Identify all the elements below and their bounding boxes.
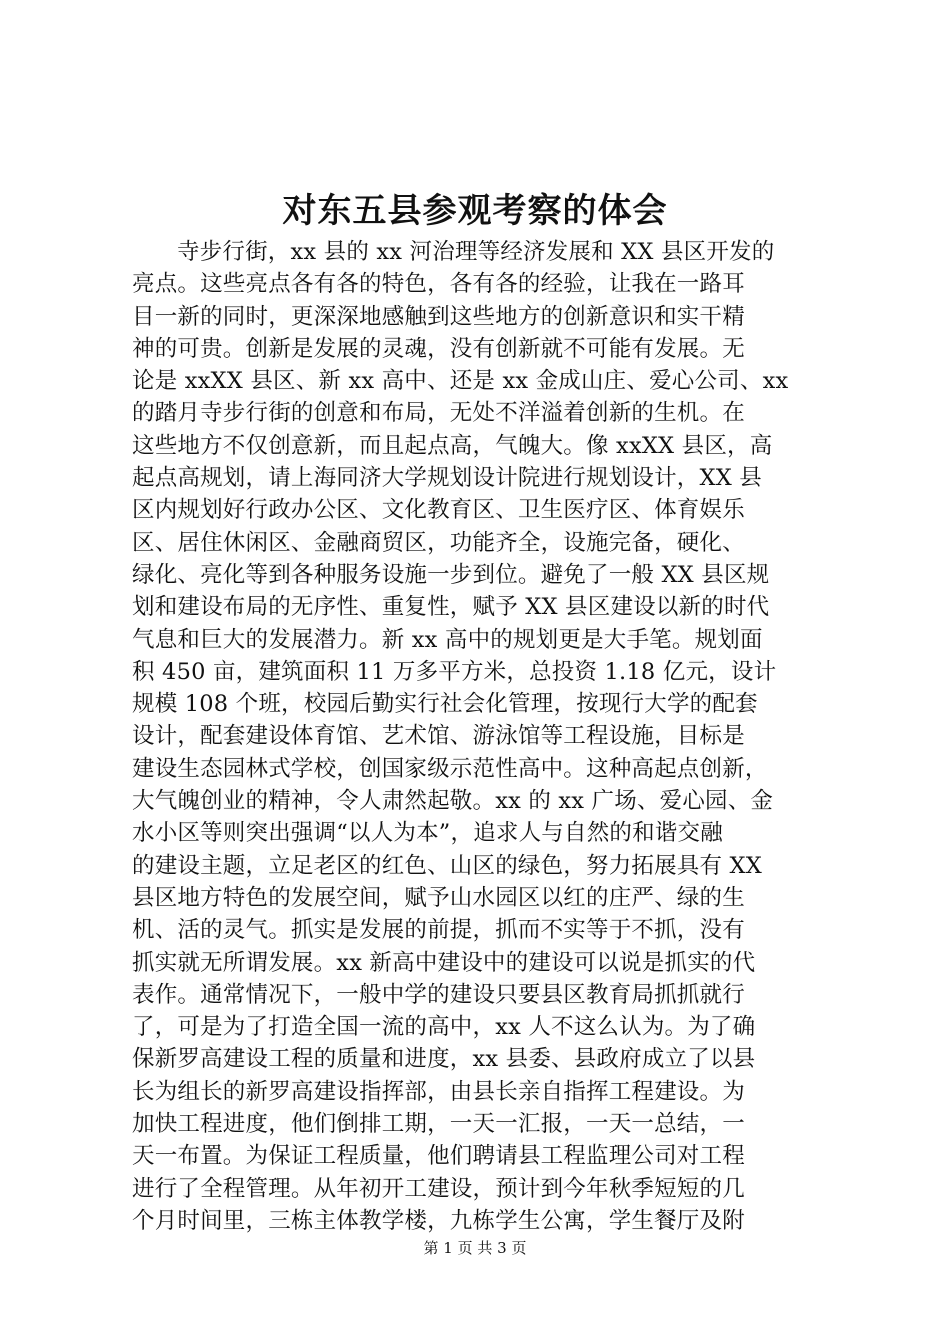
text-line: 论是 xxXX 县区、新 xx 高中、还是 xx 金成山庄、爱心公司、xx xyxy=(132,368,789,395)
text-line: 建设生态园林式学校，创国家级示范性高中。这种高起点创新， xyxy=(132,755,768,782)
text-line: 区、居住休闲区、金融商贸区，功能齐全，设施完备，硬化、 xyxy=(132,529,745,556)
text-line: 县区地方特色的发展空间，赋予山水园区以红的庄严、绿的生 xyxy=(132,884,745,911)
text-line: 的踏月寺步行街的创意和布局，无处不洋溢着创新的生机。在 xyxy=(132,400,745,427)
text-line: 划和建设布局的无序性、重复性，赋予 XX 县区建设以新的时代 xyxy=(132,594,770,621)
text-line: 水小区等则突出强调“以人为本”，追求人与自然的和谐交融 xyxy=(132,820,723,847)
text-line: 长为组长的新罗高建设指挥部，由县长亲自指挥工程建设。为 xyxy=(132,1078,745,1105)
page-footer: 第 1 页 共 3 页 xyxy=(423,1239,527,1257)
text-line: 的建设主题，立足老区的红色、山区的绿色，努力拓展具有 XX xyxy=(132,852,762,879)
text-line: 了，可是为了打造全国一流的高中，xx 人不这么认为。为了确 xyxy=(132,1014,756,1041)
text-line: 区内规划好行政办公区、文化教育区、卫生医疗区、体育娱乐 xyxy=(132,497,745,524)
text-line: 神的可贵。创新是发展的灵魂，没有创新就不可能有发展。无 xyxy=(132,335,745,362)
text-line: 目一新的同时，更深深地感触到这些地方的创新意识和实干精 xyxy=(132,303,745,330)
text-line: 机、活的灵气。抓实是发展的前提，抓而不实等于不抓，没有 xyxy=(132,917,745,944)
text-line: 绿化、亮化等到各种服务设施一步到位。避免了一般 XX 县区规 xyxy=(132,561,770,588)
text-line: 设计，配套建设体育馆、艺术馆、游泳馆等工程设施，目标是 xyxy=(132,723,745,750)
text-line: 进行了全程管理。从年初开工建设，预计到今年秋季短短的几 xyxy=(132,1175,745,1202)
text-line: 大气魄创业的精神，令人肃然起敬。xx 的 xx 广场、爱心园、金 xyxy=(132,788,774,815)
text-line: 加快工程进度，他们倒排工期，一天一汇报，一天一总结，一 xyxy=(132,1111,745,1138)
text-line: 天一布置。为保证工程质量，他们聘请县工程监理公司对工程 xyxy=(132,1143,745,1170)
text-line: 表作。通常情况下，一般中学的建设只要县区教育局抓抓就行 xyxy=(132,981,745,1008)
document-title: 对东五县参观考察的体会 xyxy=(282,191,668,231)
text-line: 这些地方不仅创意新，而且起点高，气魄大。像 xxXX 县区，高 xyxy=(132,432,773,459)
text-line: 积 450 亩，建筑面积 11 万多平方米，总投资 1.18 亿元，设计 xyxy=(132,658,777,685)
text-line: 气息和巨大的发展潜力。新 xx 高中的规划更是大手笔。规划面 xyxy=(132,626,763,653)
body-paragraph xyxy=(132,236,832,1237)
text-line: 寺步行街，xx 县的 xx 河治理等经济发展和 XX 县区开发的 xyxy=(177,239,775,265)
text-line: 亮点。这些亮点各有各的特色，各有各的经验，让我在一路耳 xyxy=(132,271,745,298)
text-line: 规模 108 个班，校园后勤实行社会化管理，按现行大学的配套 xyxy=(132,691,758,718)
text-line: 抓实就无所谓发展。xx 新高中建设中的建设可以说是抓实的代 xyxy=(132,949,756,976)
text-line: 个月时间里，三栋主体教学楼，九栋学生公寓，学生餐厅及附 xyxy=(132,1207,745,1234)
text-line: 起点高规划，请上海同济大学规划设计院进行规划设计，XX 县 xyxy=(132,465,762,492)
text-line: 保新罗高建设工程的质量和进度，xx 县委、县政府成立了以县 xyxy=(132,1046,756,1073)
